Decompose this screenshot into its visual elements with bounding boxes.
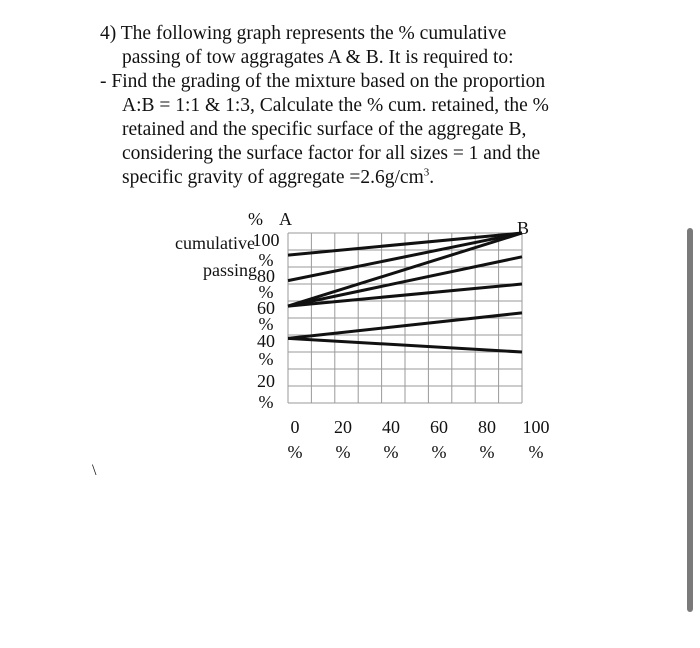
vertical-scrollbar[interactable] [687, 228, 693, 612]
x-tick-label: 20 [334, 417, 352, 437]
problem-line-3: - Find the grading of the mixture based on the proportion [100, 71, 546, 92]
problem-line-7-text: specific gravity of aggregate =2.6g/cm [122, 167, 424, 188]
y-tick-label: 20 [257, 371, 275, 391]
curve-a-label: A [279, 209, 292, 229]
stray-backslash-mark: \ [92, 462, 97, 479]
x-tick-label: 0 [290, 417, 300, 437]
x-tick-unit: % [335, 442, 351, 462]
x-tick-unit: % [287, 442, 303, 462]
problem-line-7-end: . [429, 167, 435, 188]
y-axis-label-percent: % [248, 209, 263, 229]
problem-line-6: considering the surface factor for all sizes = 1 and the [122, 143, 541, 164]
x-tick-label: 40 [382, 417, 400, 437]
x-tick-unit: % [528, 442, 544, 462]
y-axis-label-cumulative: cumulative [175, 233, 255, 253]
problem-line-7-superscript: 3 [423, 166, 430, 179]
problem-line-1: 4) The following graph represents the % cumulative [100, 23, 507, 44]
chart-labels [175, 209, 529, 280]
y-tick-label: % [258, 349, 274, 369]
problem-line-4: A:B = 1:1 & 1:3, Calculate the % cum. retained, the % [122, 95, 549, 116]
y-tick-label: % [258, 392, 274, 412]
x-tick-unit: % [431, 442, 447, 462]
y-tick-label: 40 [257, 331, 275, 351]
y-tick-label: 60 [257, 298, 275, 318]
y-tick-label: % [258, 314, 274, 334]
x-tick-label: 100 [522, 417, 550, 437]
x-tick-unit: % [383, 442, 399, 462]
y-tick-label: 80 [257, 266, 275, 286]
x-tick-label: 60 [430, 417, 448, 437]
problem-line-2: passing of tow aggragates A & B. It is required to: [122, 47, 514, 68]
y-axis-label-passing: passing [203, 260, 257, 280]
curve-b-label: B [517, 218, 530, 238]
x-tick-label: 80 [478, 417, 496, 437]
y-tick-label: % [258, 282, 274, 302]
problem-line-5: retained and the specific surface of the aggregate B, [122, 119, 527, 140]
y-tick-labels [253, 230, 280, 412]
x-tick-labels [288, 417, 550, 462]
y-tick-label: % [258, 250, 274, 270]
x-tick-unit: % [479, 442, 495, 462]
y-tick-label: 100 [252, 230, 280, 250]
